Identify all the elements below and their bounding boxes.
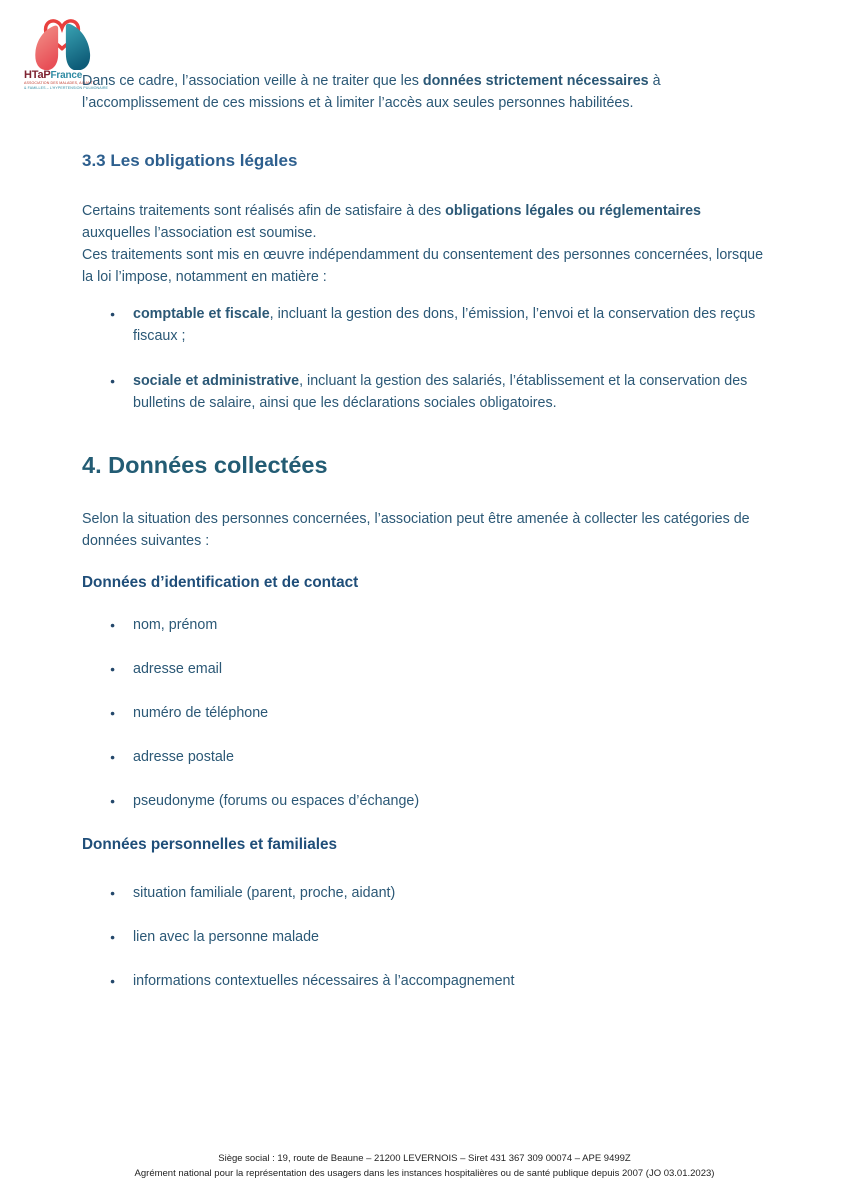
document-content <box>82 70 772 1014</box>
list-item: ● adresse email <box>82 658 772 680</box>
personal-family-data-list <box>82 882 772 992</box>
intro-paragraph: Dans ce cadre, l’association veille à ne traiter que les données strictement nécessaires à l’accomplissement de ces missions et à limiter l’accès aux seules personnes habilitées. <box>82 73 661 111</box>
section-4-intro-paragraph: Selon la situation des personnes concernées, l’association peut être amenée à collecter les catégories de données suivantes : <box>82 511 750 549</box>
list-item: ● numéro de téléphone <box>82 702 772 724</box>
list-item: ● situation familiale (parent, proche, aidant) <box>82 882 772 904</box>
logo-tagline-line2: & FAMILLES – L’HYPERTENSION PULMONAIRE <box>24 85 109 90</box>
section-4-heading: 4. Données collectées <box>82 452 328 478</box>
brand-france: France <box>50 70 83 81</box>
section-3-3-paragraph-1: Certains traitements sont réalisés afin de satisfaire à des obligations légales ou réglementaires auxquelles l’association est soumise. <box>82 203 701 241</box>
footer-address-line: Siège social : 19, route de Beaune – 21200 LEVERNOIS – Siret 431 367 309 00074 – APE 9499Z <box>218 1153 631 1164</box>
footer-agrement-line: Agrément national pour la représentation des usagers dans les instances hospitalières ou de santé publique depuis 2007 (JO 03.01.2023) <box>134 1168 715 1179</box>
logo-tagline-line1: ASSOCIATION DES MALADES, AIDANTS <box>24 81 96 85</box>
identification-data-heading: Données d’identification et de contact <box>82 574 359 591</box>
page-footer <box>0 1151 849 1181</box>
list-item: ● sociale et administrative, incluant la gestion des salariés, l’établissement et la conservation des bulletins de salaire, ainsi que les déclarations sociales obligatoires. <box>82 370 772 414</box>
list-item: ● lien avec la personne malade <box>82 926 772 948</box>
section-3-3-paragraph-2: Ces traitements sont mis en œuvre indépendamment du consentement des personnes concernées, lorsque la loi l’impose, notamment en matière : <box>82 247 764 285</box>
section-3-3-heading: 3.3 Les obligations légales <box>82 151 298 170</box>
heart-lungs-logo-icon <box>24 12 100 70</box>
identification-data-list <box>82 614 772 812</box>
legal-obligations-list <box>82 303 772 414</box>
list-item: ● informations contextuelles nécessaires à l’accompagnement <box>82 970 772 992</box>
list-item: ● comptable et fiscale, incluant la gestion des dons, l’émission, l’envoi et la conservation des reçus fiscaux ; <box>82 303 772 347</box>
personal-family-data-heading: Données personnelles et familiales <box>82 836 338 853</box>
brand-htap: HTaP <box>24 69 51 81</box>
list-item: ● adresse postale <box>82 746 772 768</box>
list-item: ● pseudonyme (forums ou espaces d’échange) <box>82 790 772 812</box>
list-item: ● nom, prénom <box>82 614 772 636</box>
